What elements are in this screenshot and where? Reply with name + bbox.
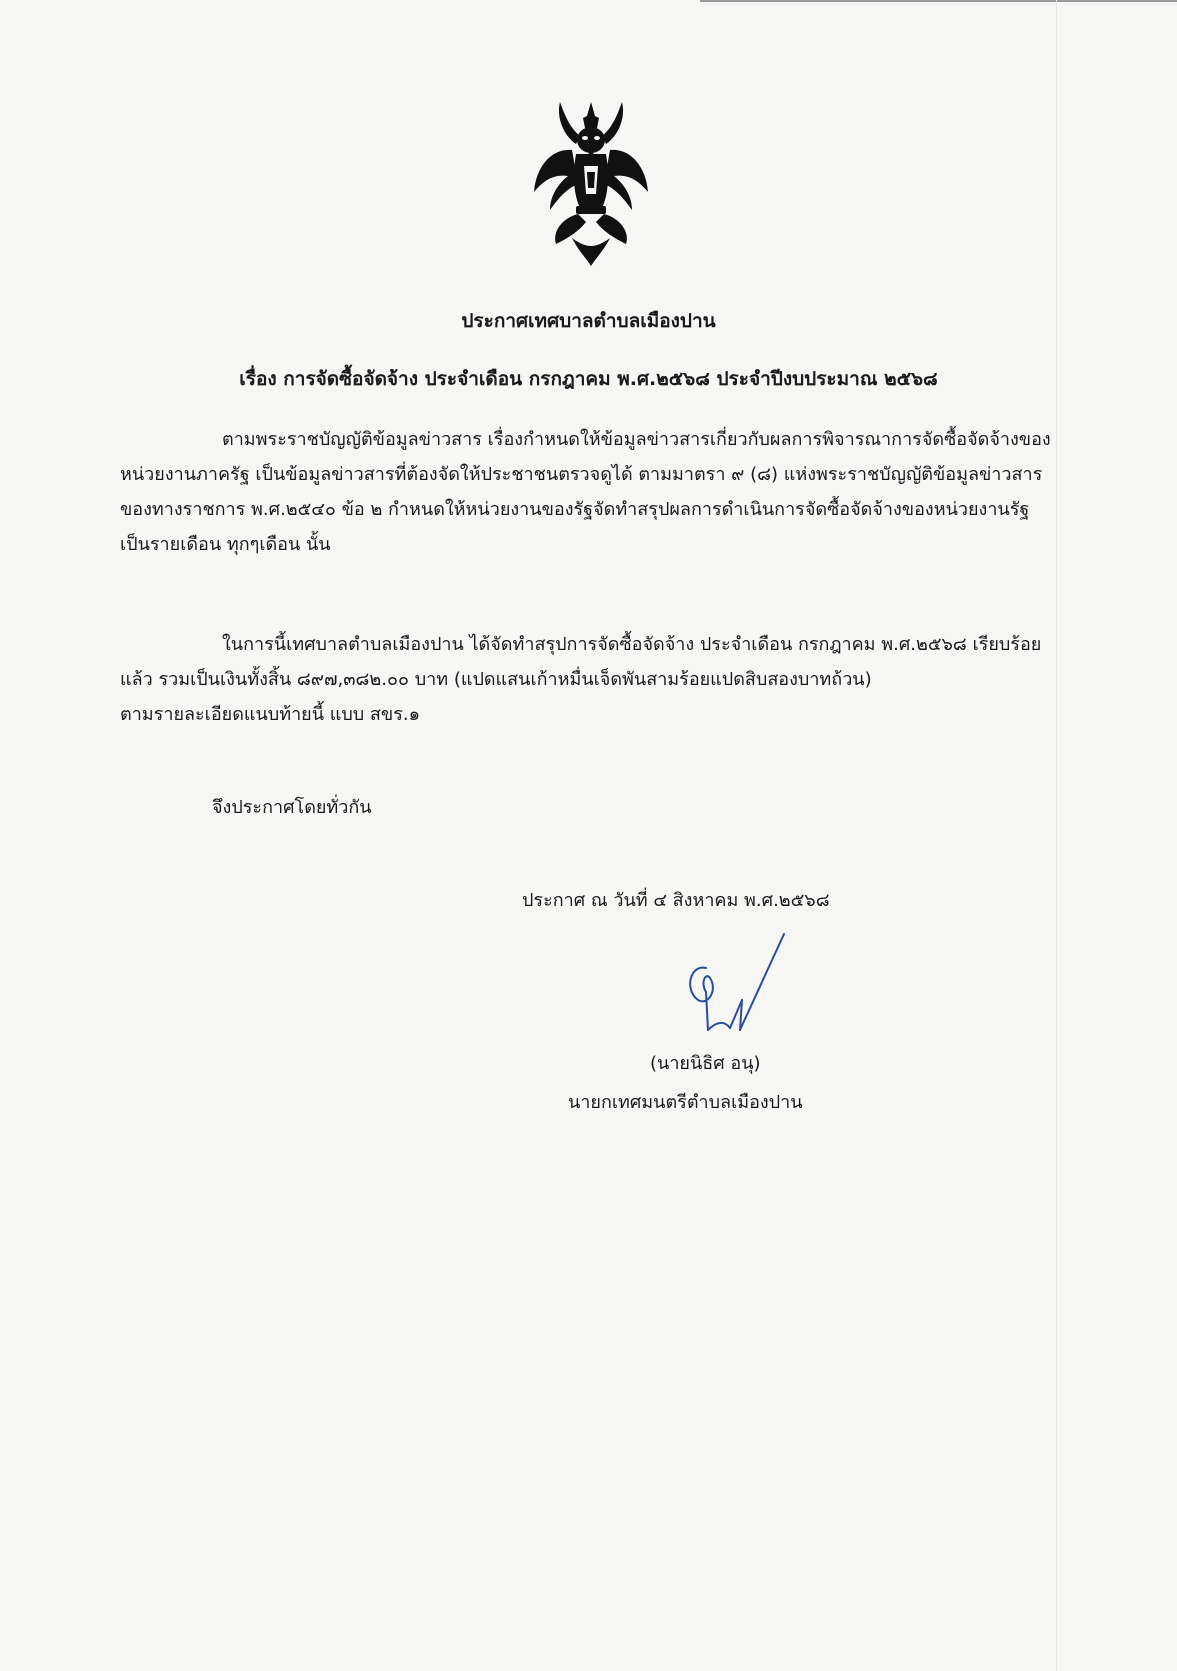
closing-statement: จึงประกาศโดยทั่วกัน xyxy=(212,797,372,818)
garuda-emblem-icon xyxy=(532,88,650,266)
paragraph-1 xyxy=(120,422,1110,562)
paragraph-2-line xyxy=(120,627,1110,662)
scan-edge-top xyxy=(700,0,1177,2)
paragraph-2-line-1: ในการนี้เทศบาลตำบลเมืองปาน ได้จัดทำสรุปการจัดซื้อจัดจ้าง ประจำเดือน กรกฎาคม พ.ศ.๒๕๖๘ เรียบร้อย xyxy=(222,634,1042,655)
paragraph-1-line xyxy=(120,527,1110,562)
paragraph-2-line-2: แล้ว รวมเป็นเงินทั้งสิ้น ๘๙๗,๓๘๒.๐๐ บาท (แปดแสนเก้าหมื่นเจ็ดพันสามร้อยแปดสิบสองบาทถ้วน) xyxy=(120,669,872,690)
paragraph-1-line-4: เป็นรายเดือน ทุกๆเดือน นั้น xyxy=(120,534,331,555)
announcement-date: ประกาศ ณ วันที่ ๔ สิงหาคม พ.ศ.๒๕๖๘ xyxy=(522,890,830,911)
paragraph-2-line xyxy=(120,662,1110,697)
paragraph-2-line xyxy=(120,697,1110,732)
paragraph-1-line-1: ตามพระราชบัญญัติข้อมูลข่าวสาร เรื่องกำหนดให้ข้อมูลข่าวสารเกี่ยวกับผลการพิจารณาการจัดซื้อจัดจ้างของ xyxy=(222,429,1051,450)
paragraph-1-line xyxy=(120,422,1110,457)
signer-name: (นายนิธิศ อนุ) xyxy=(650,1053,761,1074)
paragraph-1-line xyxy=(120,457,1110,492)
document-title: ประกาศเทศบาลตำบลเมืองปาน xyxy=(461,310,716,332)
document-subject: เรื่อง การจัดซื้อจัดจ้าง ประจำเดือน กรกฎาคม พ.ศ.๒๕๖๘ ประจำปีงบประมาณ ๒๕๖๘ xyxy=(239,368,938,390)
paragraph-1-line-3: ของทางราชการ พ.ศ.๒๕๔๐ ข้อ ๒ กำหนดให้หน่วยงานของรัฐจัดทำสรุปผลการดำเนินการจัดซื้อจัดจ้างของหน่วยงานรัฐ xyxy=(120,499,1030,520)
signature-icon xyxy=(680,930,800,1040)
paragraph-1-line xyxy=(120,492,1110,527)
scan-edge-right xyxy=(1056,0,1057,1671)
signer-title: นายกเทศมนตรีตำบลเมืองปาน xyxy=(568,1092,803,1113)
paragraph-1-line-2: หน่วยงานภาครัฐ เป็นข้อมูลข่าวสารที่ต้องจัดให้ประชาชนตรวจดูได้ ตามมาตรา ๙ (๘) แห่งพระราชบัญญัติข้อมูลข่าวสาร xyxy=(120,464,1043,485)
paragraph-2 xyxy=(120,627,1110,732)
paragraph-2-line-3: ตามรายละเอียดแนบท้ายนี้ แบบ สขร.๑ xyxy=(120,704,421,725)
